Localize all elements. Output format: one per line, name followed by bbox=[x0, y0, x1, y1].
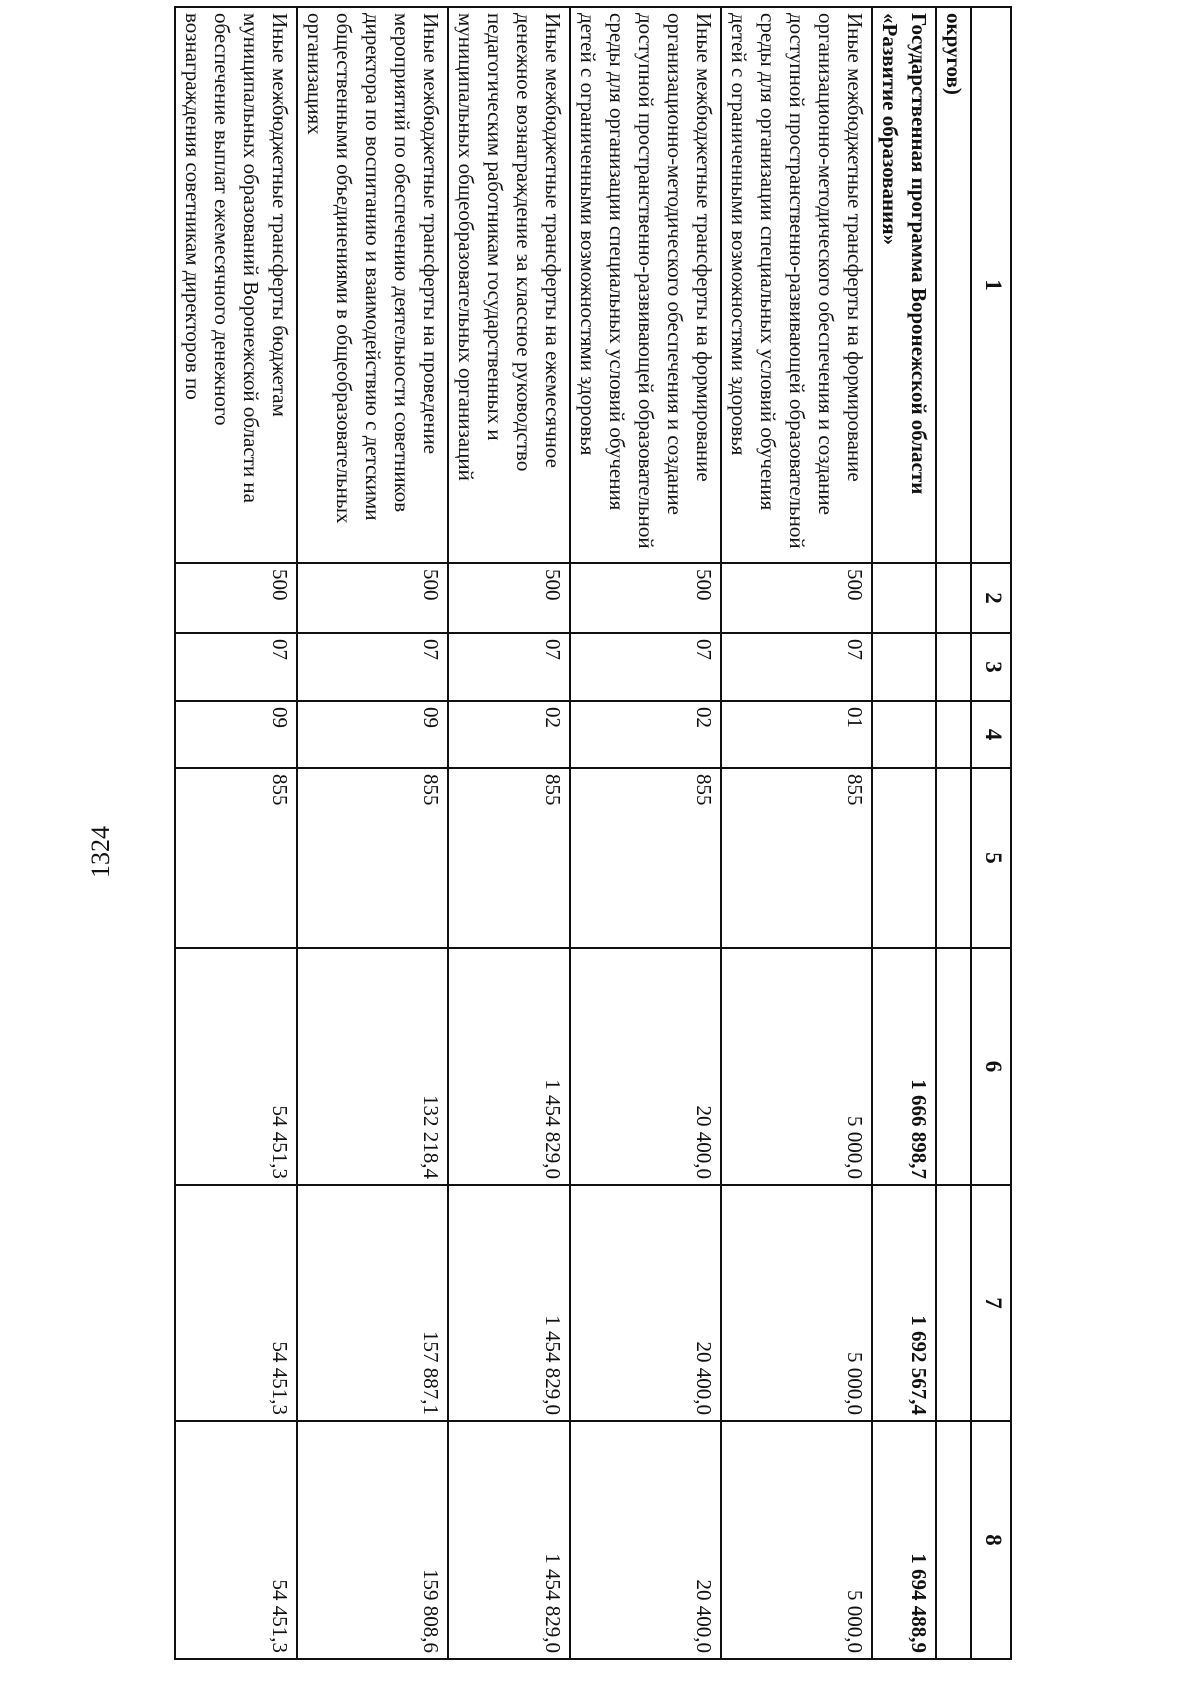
amount-cell: 5 000,0 bbox=[721, 1185, 872, 1421]
table-row bbox=[448, 7, 570, 1659]
code-cell: 500 bbox=[448, 563, 570, 633]
code-cell bbox=[936, 563, 971, 633]
amount-cell: 54 451,3 bbox=[175, 948, 297, 1185]
amount-cell: 1 454 829,0 bbox=[448, 1185, 570, 1421]
amount-cell: 20 400,0 bbox=[570, 1185, 721, 1421]
row-name: Иные межбюджетные трансферты на формирование организационно-методического обеспечения и создание доступной пространственно-развивающей образовательной среды для организации специальных условий обучения детей с ограниченными возможностями здоровья bbox=[570, 7, 721, 563]
page-number: 1324 bbox=[86, 826, 115, 878]
table-row bbox=[936, 7, 971, 1659]
code-cell: 500 bbox=[570, 563, 721, 633]
code-cell bbox=[872, 768, 936, 948]
header-cell: 5 bbox=[971, 768, 1011, 948]
header-cell: 4 bbox=[971, 701, 1011, 768]
table-row bbox=[872, 7, 936, 1659]
row-name: Иные межбюджетные трансферты на проведение мероприятий по обеспечению деятельности советников директора по воспитанию и взаимодействию с детскими общественными объединениями в общеобразовательных организациях bbox=[297, 7, 448, 563]
row-name: Иные межбюджетные трансферты на формирование организационно-методического обеспечения и создание доступной пространственно-развивающей образовательной среды для организации специальных условий обучения детей с ограниченными возможностями здоровья bbox=[721, 7, 872, 563]
amount-cell: 20 400,0 bbox=[570, 1421, 721, 1659]
amount-cell: 5 000,0 bbox=[721, 948, 872, 1185]
row-name: Иные межбюджетные трансферты бюджетам муниципальных образований Воронежской области на обеспечение выплат ежемесячного денежного вознаграждения советникам директоров по bbox=[175, 7, 297, 563]
code-cell: 07 bbox=[297, 633, 448, 701]
header-cell: 8 bbox=[971, 1421, 1011, 1659]
code-cell: 855 bbox=[448, 768, 570, 948]
amount-cell: 132 218,4 bbox=[297, 948, 448, 1185]
header-cell: 2 bbox=[971, 563, 1011, 633]
code-cell: 02 bbox=[570, 701, 721, 768]
amount-cell bbox=[936, 1421, 971, 1659]
header-cell: 6 bbox=[971, 948, 1011, 1185]
code-cell: 855 bbox=[175, 768, 297, 948]
table-row bbox=[570, 7, 721, 1659]
code-cell: 07 bbox=[175, 633, 297, 701]
code-cell: 07 bbox=[570, 633, 721, 701]
code-cell bbox=[872, 633, 936, 701]
header-cell: 1 bbox=[971, 7, 1011, 563]
amount-cell: 54 451,3 bbox=[175, 1421, 297, 1659]
code-cell bbox=[936, 701, 971, 768]
header-cell: 3 bbox=[971, 633, 1011, 701]
row-name: округов) bbox=[936, 7, 971, 563]
code-cell bbox=[872, 563, 936, 633]
amount-cell: 157 887,1 bbox=[297, 1185, 448, 1421]
code-cell: 01 bbox=[721, 701, 872, 768]
code-cell: 09 bbox=[175, 701, 297, 768]
header-cell: 7 bbox=[971, 1185, 1011, 1421]
amount-cell bbox=[936, 948, 971, 1185]
code-cell: 500 bbox=[297, 563, 448, 633]
row-name: Государственная программа Воронежской области «Развитие образования» bbox=[872, 7, 936, 563]
budget-table bbox=[174, 6, 1012, 1660]
amount-cell bbox=[936, 1185, 971, 1421]
row-name: Иные межбюджетные трансферты на ежемесячное денежное вознаграждение за классное руководство педагогическим работникам государственных и муниципальных общеобразовательных организаций bbox=[448, 7, 570, 563]
code-cell: 07 bbox=[721, 633, 872, 701]
amount-cell: 54 451,3 bbox=[175, 1185, 297, 1421]
amount-cell: 20 400,0 bbox=[570, 948, 721, 1185]
code-cell: 02 bbox=[448, 701, 570, 768]
code-cell bbox=[872, 701, 936, 768]
table-row bbox=[721, 7, 872, 1659]
code-cell: 855 bbox=[721, 768, 872, 948]
code-cell bbox=[936, 633, 971, 701]
rotated-table-wrapper bbox=[132, 6, 1012, 1658]
table-header-row bbox=[971, 7, 1011, 1659]
amount-cell: 1 692 567,4 bbox=[872, 1185, 936, 1421]
code-cell: 07 bbox=[448, 633, 570, 701]
code-cell: 500 bbox=[175, 563, 297, 633]
amount-cell: 1 666 898,7 bbox=[872, 948, 936, 1185]
amount-cell: 1 454 829,0 bbox=[448, 948, 570, 1185]
table-row bbox=[297, 7, 448, 1659]
code-cell: 09 bbox=[297, 701, 448, 768]
amount-cell: 1 694 488,9 bbox=[872, 1421, 936, 1659]
amount-cell: 159 808,6 bbox=[297, 1421, 448, 1659]
code-cell: 500 bbox=[721, 563, 872, 633]
code-cell: 855 bbox=[570, 768, 721, 948]
table-row bbox=[175, 7, 297, 1659]
code-cell bbox=[936, 768, 971, 948]
amount-cell: 5 000,0 bbox=[721, 1421, 872, 1659]
code-cell: 855 bbox=[297, 768, 448, 948]
amount-cell: 1 454 829,0 bbox=[448, 1421, 570, 1659]
